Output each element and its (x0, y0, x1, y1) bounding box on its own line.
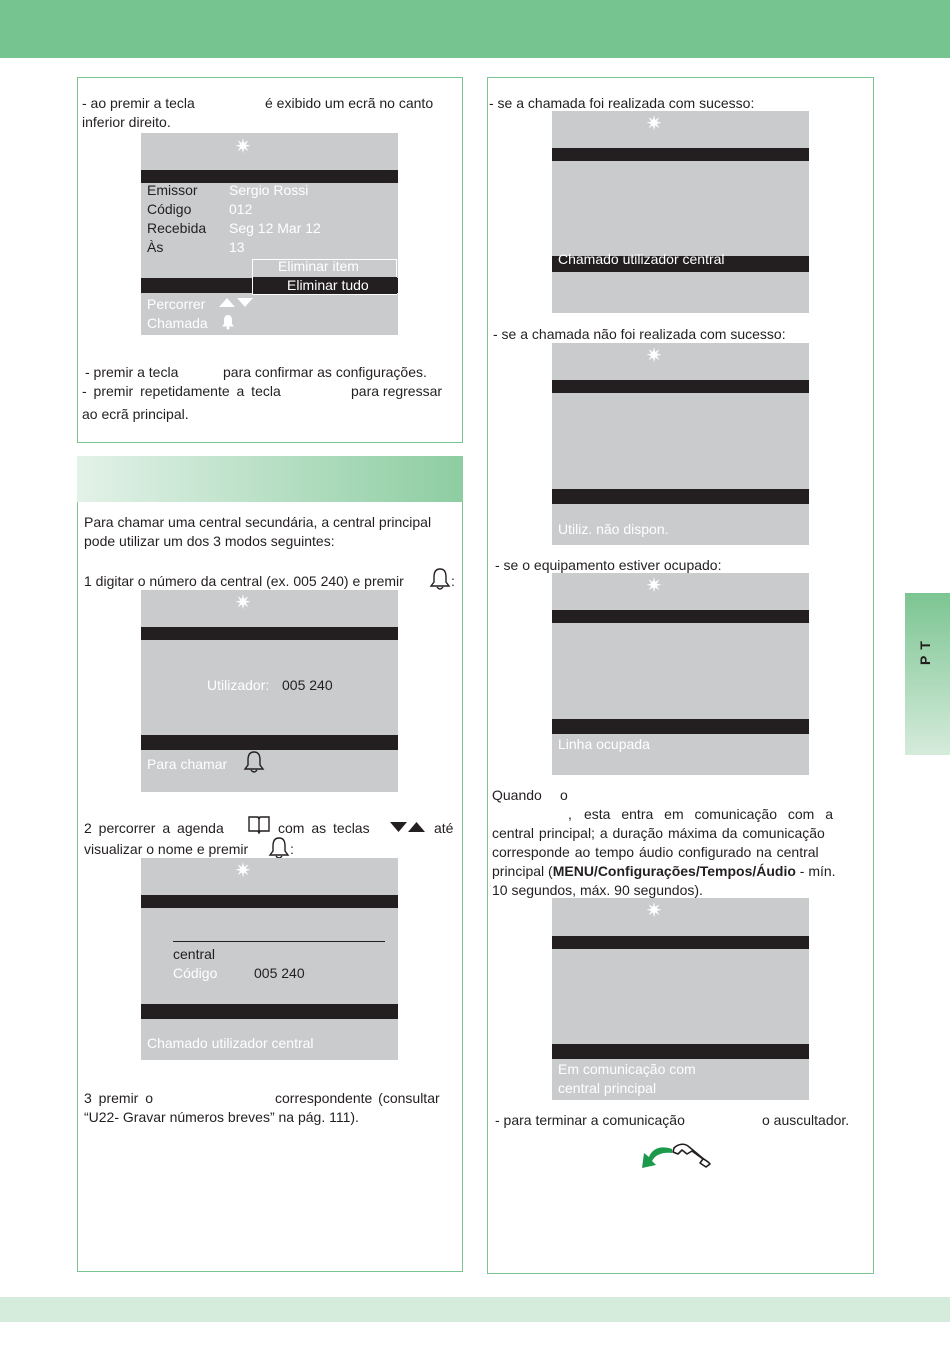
screen-header-bar (552, 936, 809, 949)
status-text: Utiliz. não dispon. (558, 521, 669, 537)
divider-line (173, 941, 385, 942)
bell-icon (221, 314, 235, 330)
step1-colon: : (451, 573, 455, 589)
intro-line: Para chamar uma central secundária, a central principal (84, 514, 432, 530)
sun-star-icon: ✷ (234, 136, 252, 158)
user-value: 005 240 (282, 677, 333, 693)
intro-text-a: - ao premir a tecla (82, 95, 195, 111)
detail-label: Emissor (147, 182, 198, 198)
code-label: Código (173, 965, 218, 981)
sun-star-icon: ✷ (645, 575, 663, 597)
step2-text-a: 2 percorrer a agenda (84, 820, 224, 836)
sun-star-icon: ✷ (645, 113, 663, 135)
success-screen (552, 111, 809, 313)
hang-up-handset-icon (670, 1142, 712, 1168)
step1-text: 1 digitar o número da central (ex. 005 240) e premir (84, 573, 404, 589)
step3-line2: “U22- Gravar números breves” na pág. 111). (84, 1109, 359, 1125)
footer-text: Chamado utilizador central (147, 1035, 314, 1051)
detail-value: 13 (229, 239, 245, 255)
para-line3: corresponde ao tempo áudio configurado na central (492, 844, 819, 860)
arrow-up-icon (219, 298, 235, 307)
screen-footer-bar (141, 735, 398, 750)
arrow-down-icon (237, 298, 253, 307)
confirm-text-a: - premir a tecla (85, 364, 179, 380)
confirm-text-b: para confirmar as configurações. (223, 364, 427, 380)
detail-label: Às (147, 239, 164, 255)
screen-header-bar (552, 380, 809, 393)
repeat-text-c: ao ecrã principal. (82, 406, 189, 422)
para-line4-a: principal ( (492, 863, 553, 879)
intro-line: pode utilizar um dos 3 modos seguintes: (84, 533, 335, 549)
menu-path: MENU/Configurações/Tempos/Áudio (552, 863, 796, 879)
communication-screen (552, 898, 809, 1100)
arrow-down-icon (390, 822, 407, 832)
bottom-banner (0, 1297, 950, 1322)
message-detail-screen (141, 133, 398, 335)
status-line1: Em comunicação com (558, 1061, 696, 1077)
screen-footer-bar (552, 719, 809, 734)
status-line2: central principal (558, 1080, 657, 1096)
repeat-text-a: - premir repetidamente a tecla (82, 383, 281, 399)
step2-colon: : (290, 841, 294, 857)
detail-label: Código (147, 201, 192, 217)
language-side-tab (905, 593, 950, 755)
bell-icon (429, 567, 451, 591)
screen-header-bar (141, 895, 398, 908)
step2-text-c: até (434, 820, 454, 836)
intro-text-c: inferior direito. (82, 114, 171, 130)
status-text: Chamado utilizador central (558, 251, 725, 267)
screen-footer-bar (141, 1004, 398, 1019)
detail-value: 012 (229, 201, 253, 217)
busy-screen (552, 573, 809, 775)
screen-footer-bar (552, 489, 809, 504)
directory-screen (141, 858, 398, 1060)
bell-icon (243, 750, 265, 774)
sun-star-icon: ✷ (234, 860, 252, 882)
screen-footer-bar (552, 1044, 809, 1059)
para-line5: 10 segundos, máx. 90 segundos). (492, 882, 703, 898)
end-text-a: - para terminar a comunicação (495, 1112, 685, 1128)
sun-star-icon: ✷ (234, 592, 252, 614)
detail-value: Sergio Rossi (229, 182, 309, 198)
repeat-text-b: para regressar (351, 383, 443, 399)
when-text-a: Quando (492, 787, 542, 803)
menu-item-delete-all[interactable]: Eliminar tudo (287, 277, 369, 293)
language-tab-label: PT (917, 635, 933, 665)
dial-number-screen (141, 590, 398, 792)
para-line4 (492, 862, 836, 881)
fail-screen (552, 343, 809, 545)
contact-name: central (173, 946, 216, 962)
para-line2: central principal; a duração máxima da comunicação (492, 825, 825, 841)
para-line1-b: esta entra em comunicação com a (584, 806, 833, 822)
call-label: Chamada (147, 315, 208, 331)
status-text: Linha ocupada (558, 736, 650, 752)
para-line1-a: , (568, 806, 572, 822)
when-text-b: o (560, 787, 568, 803)
menu-item-delete-item[interactable]: Eliminar item (278, 258, 359, 274)
top-banner (0, 0, 950, 58)
detail-value: Seg 12 Mar 12 (229, 220, 321, 236)
sun-star-icon: ✷ (645, 345, 663, 367)
intro-text-b: é exibido um ecrã no canto (265, 95, 434, 111)
step3-text-a: 3 premir o (84, 1090, 154, 1106)
section-heading-band (77, 456, 463, 502)
screen-header-bar (141, 627, 398, 640)
bell-icon (268, 836, 290, 860)
scroll-label: Percorrer (147, 296, 206, 312)
step2-line2: visualizar o nome e premir (84, 841, 249, 857)
end-text-b: o auscultador. (762, 1112, 850, 1128)
detail-label: Recebida (147, 220, 207, 236)
user-label: Utilizador: (207, 677, 270, 693)
para-line4-b: - mín. (799, 863, 836, 879)
fail-text: - se a chamada não foi realizada com sucesso: (493, 326, 786, 342)
screen-header-bar (552, 148, 809, 161)
step2-text-b: com as teclas (278, 820, 370, 836)
green-arrow-icon (640, 1143, 674, 1169)
code-value: 005 240 (254, 965, 305, 981)
success-text: - se a chamada foi realizada com sucesso: (489, 95, 755, 111)
footer-text: Para chamar (147, 756, 228, 772)
busy-text: - se o equipamento estiver ocupado: (495, 557, 722, 573)
arrow-up-icon (408, 822, 425, 832)
book-icon (247, 814, 271, 834)
screen-header-bar (552, 610, 809, 623)
sun-star-icon: ✷ (645, 900, 663, 922)
step3-text-b: correspondente (consultar (275, 1090, 440, 1106)
